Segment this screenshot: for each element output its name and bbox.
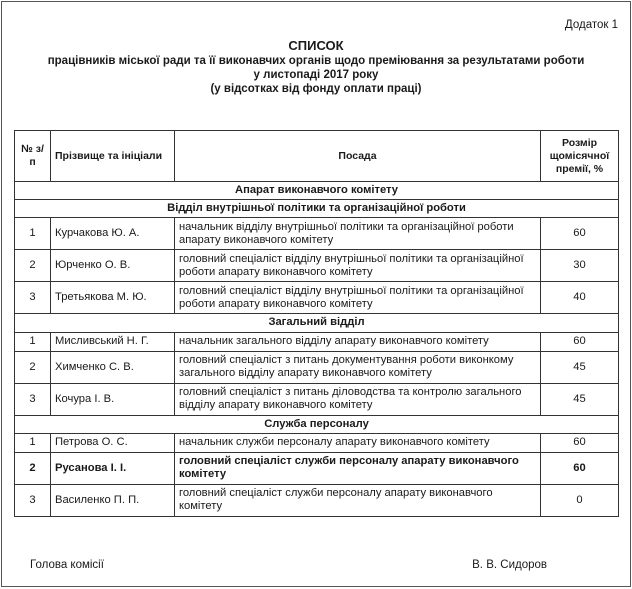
row-num: 3 [15,383,51,415]
table-row [15,433,619,452]
table-row [15,351,619,383]
heading-line-2: у листопаді 2017 року [253,69,379,82]
section-row-apparatus [15,182,619,200]
row-position: головний спеціаліст відділу внутрішньої політики та організаційної роботи апарату виконавчого комітету [175,282,541,314]
col-header-bonus: Розмір щомісячної премії, % [541,131,619,182]
row-position: начальник загального відділу апарату виконавчого комітету [175,332,541,351]
table-row [15,383,619,415]
table-row-highlighted [15,452,619,484]
row-name: Химченко С. В. [51,351,175,383]
row-num: 1 [15,433,51,452]
row-num: 1 [15,218,51,250]
document-page [1,1,631,587]
row-position: головний спеціаліст з питань діловодства та контролю загального відділу апарату виконавчого комітету [175,383,541,415]
section-row-internal-policy [15,200,619,218]
row-name: Третьякова М. Ю. [51,282,175,314]
table-header-row [15,131,619,182]
row-num: 3 [15,282,51,314]
row-name: Петрова О. С. [51,433,175,452]
row-bonus: 60 [541,433,619,452]
table-row [15,282,619,314]
section-label: Апарат виконавчого комітету [15,182,619,200]
commission-head-label: Голова комісії [30,559,104,571]
row-position: головний спеціаліст служби персоналу апарату виконавчого комітету [175,484,541,516]
col-header-position: Посада [175,131,541,182]
row-num: 3 [15,484,51,516]
row-num: 2 [15,452,51,484]
table-row [15,250,619,282]
row-name: Василенко П. П. [51,484,175,516]
col-header-name: Прізвище та ініціали [51,131,175,182]
section-label: Загальний відділ [15,314,619,332]
row-bonus: 60 [541,332,619,351]
row-bonus: 45 [541,351,619,383]
row-bonus: 40 [541,282,619,314]
row-position: головний спеціаліст відділу внутрішньої політики та організаційної роботи апарату виконавчого комітету [175,250,541,282]
row-num: 2 [15,250,51,282]
row-position: головний спеціаліст служби персоналу апарату виконавчого комітету [175,452,541,484]
table-row [15,332,619,351]
section-row-personnel [15,415,619,433]
commission-head-name: В. В. Сидоров [472,559,547,571]
row-name: Юрченко О. В. [51,250,175,282]
row-position: начальник служби персоналу апарату виконавчого комітету [175,433,541,452]
row-name: Кочура І. В. [51,383,175,415]
row-name: Курчакова Ю. А. [51,218,175,250]
row-bonus: 45 [541,383,619,415]
row-position: начальник відділу внутрішньої політики та організаційної роботи апарату виконавчого комітету [175,218,541,250]
table-row [15,484,619,516]
row-num: 2 [15,351,51,383]
section-label: Відділ внутрішньої політики та організаційної роботи [15,200,619,218]
row-bonus: 30 [541,250,619,282]
row-name: Мисливський Н. Г. [51,332,175,351]
appendix-label: Додаток 1 [564,19,618,31]
bonus-table [14,130,619,517]
document-title: СПИСОК [288,38,344,53]
row-name: Русанова І. І. [51,452,175,484]
table-row [15,218,619,250]
section-label: Служба персоналу [15,415,619,433]
col-header-num: № з/п [15,131,51,182]
section-row-general [15,314,619,332]
row-bonus: 60 [541,452,619,484]
row-bonus: 0 [541,484,619,516]
row-bonus: 60 [541,218,619,250]
row-num: 1 [15,332,51,351]
row-position: головний спеціаліст з питань документування роботи виконкому загального відділу апарату виконавчого комітету [175,351,541,383]
document-heading [2,38,630,97]
heading-line-3: (у відсотках від фонду оплати праці) [210,83,422,96]
heading-line-1: працівників міської ради та її виконавчих органів щодо преміювання за результатами роботи [47,55,585,67]
